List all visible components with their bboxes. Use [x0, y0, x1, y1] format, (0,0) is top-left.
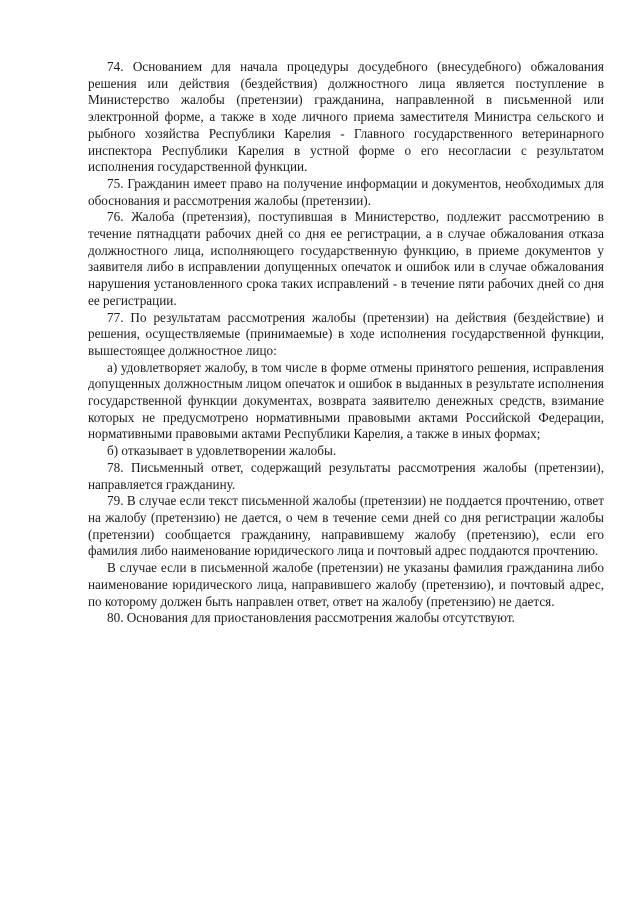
paragraph-77: 77. По результатам рассмотрения жалобы (претензии) на действия (бездействие) и решения, осуществляемые (принимаемые) в ходе исполнения государственной функции, вышестоящее должностное лицо:	[88, 309, 604, 358]
paragraph-79: 79. В случае если текст письменной жалобы (претензии) не поддается прочтению, ответ на жалобу (претензию) не дается, о чем в течение семи дней со дня регистрации жалобы (претензии) сообщается гражданину, направившему жалобу (претензию), если его фамилия либо наименование юридического лица и почтовый адрес поддаются прочтению.	[88, 493, 604, 559]
paragraph-80: 80. Основания для приостановления рассмотрения жалобы отсутствуют.	[107, 610, 515, 626]
document-page	[88, 59, 604, 627]
paragraph-79-continued: В случае если в письменной жалобе (претензии) не указаны фамилия гражданина либо наименование юридического лица, направившего жалобу (претензию), и почтовый адрес, по которому должен быть направлен ответ, ответ на жалобу (претензию) не дается.	[88, 560, 604, 609]
paragraph-77-b: б) отказывает в удовлетворении жалобы.	[107, 443, 337, 459]
paragraph-77-a: а) удовлетворяет жалобу, в том числе в форме отмены принятого решения, исправления допущенных должностным лицом опечаток и ошибок в выданных в результате исполнения государственной функции документах, возврата заявителю денежных средств, взимание которых не предусмотрено нормативными правовыми актами Российской Федерации, нормативными правовыми актами Республики Карелия, а также в иных формах;	[88, 359, 604, 442]
paragraph-75: 75. Гражданин имеет право на получение информации и документов, необходимых для обоснования и рассмотрения жалобы (претензии).	[88, 175, 604, 208]
paragraph-76: 76. Жалоба (претензия), поступившая в Министерство, подлежит рассмотрению в течение пятнадцати рабочих дней со дня ее регистрации, а в случае обжалования отказа должностного лица, исполняющего государственную функцию, в приеме документов у заявителя либо в исправлении допущенных опечаток и ошибок или в случае обжалования нарушения установленного срока таких исправлений - в течение пяти рабочих дней со дня ее регистрации.	[88, 209, 604, 308]
paragraph-78: 78. Письменный ответ, содержащий результаты рассмотрения жалобы (претензии), направляется гражданину.	[88, 459, 604, 492]
paragraph-74: 74. Основанием для начала процедуры досудебного (внесудебного) обжалования решения или действия (бездействия) должностного лица является поступление в Министерство жалобы (претензии) гражданина, направленной в письменной или электронной форме, а также в ходе личного приема заместителя Министра сельского и рыбного хозяйства Республики Карелия - Главного государственного ветеринарного инспектора Республики Карелия в устной форме о его несогласии с результатом исполнения государственной функции.	[88, 59, 604, 175]
